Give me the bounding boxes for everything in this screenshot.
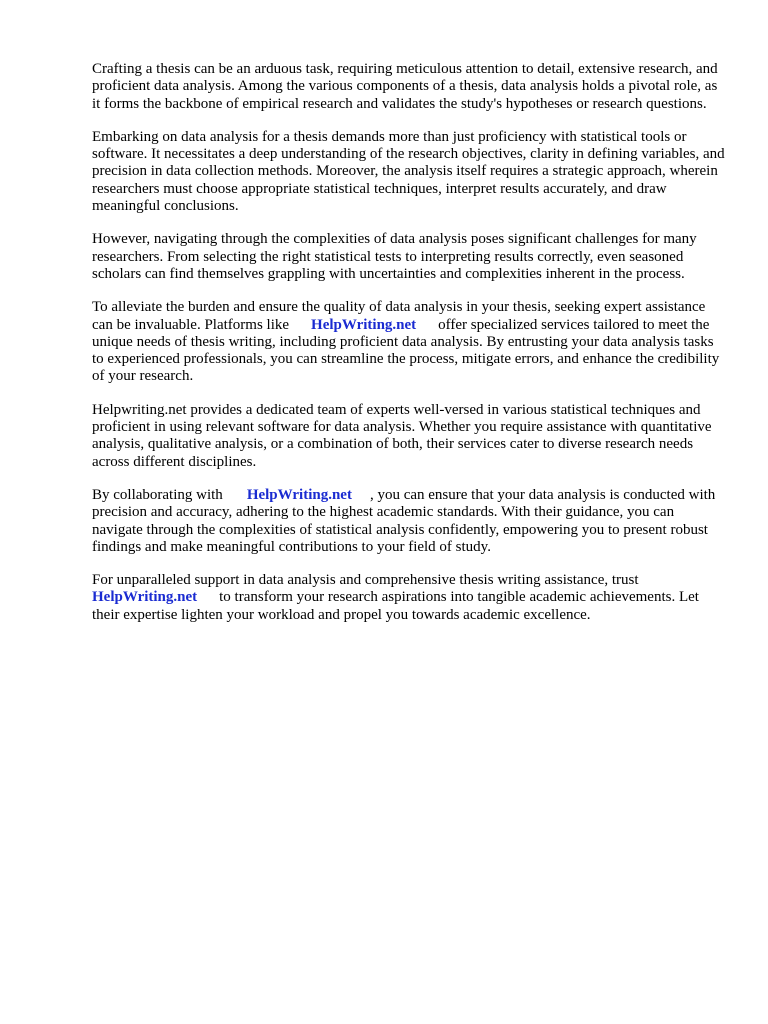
helpwriting-link[interactable]: HelpWriting.net [92, 589, 198, 606]
paragraph-text-segment: For unparalleled support in data analysis and comprehensive thesis writing assistance, trust [92, 572, 639, 589]
paragraph-embarking: Embarking on data analysis for a thesis demands more than just proficiency with statistical tools or software. It necessitates a deep understanding of the research objectives, clarity in defining variables, and precision in data collection methods. Moreover, the analysis itself requires a strategic approach, wherein researchers must choose appropriate statistical techniques, interpret results accurately, and draw meaningful conclusions. [92, 128, 725, 215]
helpwriting-link[interactable]: HelpWriting.net [311, 316, 417, 333]
paragraph-collaborating [92, 487, 728, 556]
helpwriting-link[interactable]: HelpWriting.net [246, 486, 352, 503]
paragraph-text-segment: To alleviate the burden and ensure the quality of data analysis in your thesis, seeking expert assistance can be invaluable. Platforms like [92, 299, 706, 333]
paragraph-team: Helpwriting.net provides a dedicated team of experts well-versed in various statistical techniques and proficient in using relevant software for data analysis. Whether you require assistance with quantitative analysis, qualitative analysis, or a combination of both, their services cater to diverse research needs across different disciplines. [92, 401, 712, 470]
paragraph-expert-assistance [92, 299, 728, 385]
paragraph-intro: Crafting a thesis can be an arduous task, requiring meticulous attention to detail, extensive research, and proficient data analysis. Among the various components of a thesis, data analysis holds a pivotal role, as it forms the backbone of empirical research and validates the study's hypotheses or research questions. [92, 61, 718, 112]
paragraph-text-segment: offer specialized services tailored to meet the unique needs of thesis writing, including proficient data analysis. By entrusting your data analysis tasks to experienced professionals, you can streamline the process, mitigate errors, and enhance the credibility of your research. [92, 316, 720, 385]
paragraph-conclusion [92, 572, 728, 624]
paragraph-text-segment: , you can ensure that your data analysis is conducted with precision and accuracy, adhering to the highest academic standards. With their guidance, you can navigate through the complexities of statistical analysis confidently, empowering you to present robust findings and make meaningful contributions to your field of study. [92, 486, 716, 555]
paragraph-text-segment: to transform your research aspirations into tangible academic achievements. Let their expertise lighten your workload and propel you towards academic excellence. [92, 589, 699, 623]
paragraph-text-segment: By collaborating with [92, 486, 223, 503]
paragraph-challenges: However, navigating through the complexities of data analysis poses significant challenges for many researchers. From selecting the right statistical tests to interpreting results correctly, even seasoned scholars can find themselves grappling with uncertainties and complexities inherent in the process. [92, 231, 697, 282]
